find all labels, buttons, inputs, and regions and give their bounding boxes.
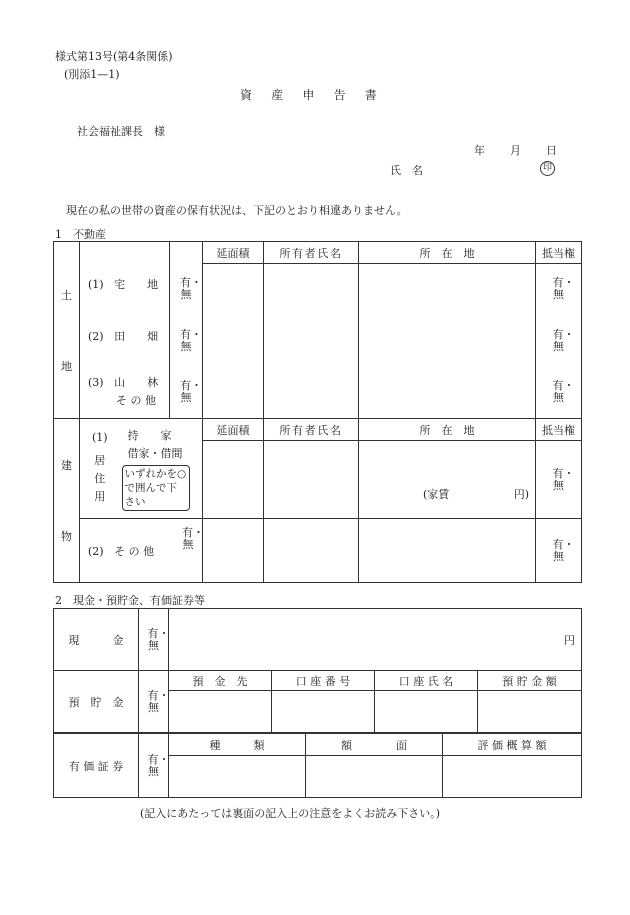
land-label-top: 土 [61, 288, 72, 302]
securities-ari[interactable] [139, 734, 169, 798]
savings-amount-input[interactable] [478, 691, 582, 733]
building-label-bottom: 物 [61, 530, 72, 543]
land-item-2-num: (2) [88, 330, 104, 343]
residence-type-cell [120, 419, 203, 519]
building-other-owner-input[interactable] [264, 519, 359, 583]
land-item-3-lien[interactable] [536, 367, 582, 419]
land-owner-input[interactable] [264, 264, 359, 419]
savings-header-bank: 預 金 先 [169, 671, 272, 691]
cash-ari-text: 有・無 [147, 626, 170, 652]
land-item-1-num: (1) [88, 278, 104, 291]
building-header-area: 延面積 [203, 419, 264, 441]
securities-ari-text: 有・無 [147, 752, 170, 778]
savings-bank-input[interactable] [169, 691, 272, 733]
form-number: 様式第13号(第4条関係) [55, 50, 173, 63]
residence-label: 居住用 [94, 454, 106, 503]
land-item-3-name: 山 林 [114, 376, 159, 389]
date-year: 年 [474, 144, 485, 157]
residence-num: (1) [91, 431, 108, 444]
land-item-2-lien[interactable] [536, 315, 582, 367]
securities-face-input[interactable] [306, 756, 443, 798]
securities-label: 有 価 証 券 [54, 734, 139, 798]
building-residence-owner-input[interactable] [264, 441, 359, 519]
building-other-location-input[interactable] [359, 519, 536, 583]
attachment-label: (別添1—1) [64, 68, 120, 81]
assets-table [53, 608, 582, 733]
land-item-3-lien-text: 有・無 [552, 379, 575, 405]
land-item-3-ari[interactable] [170, 367, 203, 419]
land-item-1-ari-text: 有・無 [180, 276, 202, 301]
land-item-1 [80, 276, 169, 292]
residence-type-rent[interactable]: 借家・借間 [127, 447, 183, 460]
rent-unit: 円) [513, 488, 529, 501]
footer-note: (記入にあたっては裏面の記入上の注意をよくお読み下さい。) [140, 807, 441, 820]
securities-table [53, 733, 582, 798]
building-other-cell [80, 519, 203, 583]
addressee: 社会福祉課長 様 [77, 125, 165, 138]
building-header-lien: 抵当権 [536, 419, 582, 441]
securities-type-input[interactable] [169, 756, 306, 798]
land-item-3-num: (3) [88, 376, 104, 389]
land-location-input[interactable] [359, 264, 536, 419]
securities-header-type: 種 類 [169, 734, 306, 756]
building-label-cell [54, 419, 80, 583]
savings-account-number-input[interactable] [272, 691, 375, 733]
land-label-cell [54, 242, 80, 419]
building-other-ari[interactable]: 有・無 [182, 525, 204, 551]
land-item-1-ari[interactable] [170, 264, 203, 315]
date-month: 月 [510, 144, 521, 157]
savings-label: 預 貯 金 [54, 671, 139, 733]
residence-type-own[interactable]: 持 家 [127, 429, 172, 442]
statement-text: 現在の私の世帯の資産の保有状況は、下記のとおり相違ありません。 [66, 204, 408, 217]
land-item-2-name: 田 畑 [114, 330, 159, 343]
securities-value-input[interactable] [443, 756, 582, 798]
seal-icon: 印 [540, 161, 555, 176]
building-other-name: そ の 他 [114, 544, 155, 558]
residence-note: いずれかを○で囲んで下さい [122, 465, 190, 511]
land-item-2-lien-text: 有・無 [552, 327, 575, 353]
savings-ari[interactable] [139, 671, 169, 733]
savings-header-account-name: 口 座 氏 名 [375, 671, 478, 691]
building-label-top: 建 [61, 459, 72, 472]
savings-account-name-input[interactable] [375, 691, 478, 733]
savings-header-amount: 預 貯 金 額 [478, 671, 582, 691]
land-header-lien: 抵当権 [536, 242, 582, 264]
building-table [53, 418, 582, 583]
section1-title: 1 不動産 [55, 228, 106, 241]
land-item-1-lien-text: 有・無 [552, 276, 575, 302]
land-item-2-ari[interactable] [170, 315, 203, 367]
building-residence-location-input[interactable] [359, 441, 536, 519]
cash-amount-input[interactable] [169, 609, 582, 671]
residence-num-cell [80, 419, 120, 519]
building-residence-area-input[interactable] [203, 441, 264, 519]
securities-header-face: 額 面 [306, 734, 443, 756]
rent-label: (家賃 [423, 488, 450, 501]
section2-title: 2 現金・預貯金、有価証券等 [55, 594, 205, 607]
land-header-area: 延面積 [203, 242, 264, 264]
building-header-owner: 所有者氏名 [264, 419, 359, 441]
land-table [53, 241, 582, 419]
building-header-location: 所 在 地 [359, 419, 536, 441]
land-area-input[interactable] [203, 264, 264, 419]
building-other-num: (2) [88, 544, 104, 558]
name-label: 氏 名 [390, 164, 423, 177]
land-item-1-name: 宅 地 [114, 278, 159, 291]
cash-ari[interactable] [139, 609, 169, 671]
land-item-3-ari-text: 有・無 [180, 379, 202, 405]
cash-unit: 円 [564, 633, 575, 647]
land-item-2-ari-text: 有・無 [180, 327, 202, 353]
land-item-3 [80, 374, 169, 390]
land-header-owner: 所有者氏名 [264, 242, 359, 264]
cash-label: 現 金 [54, 609, 139, 671]
building-residence-lien-text: 有・無 [552, 466, 575, 492]
land-label-bottom: 地 [61, 359, 72, 373]
savings-header-account-number: 口 座 番 号 [272, 671, 375, 691]
building-other-area-input[interactable] [203, 519, 264, 583]
savings-ari-text: 有・無 [147, 688, 170, 714]
building-residence-lien[interactable] [536, 441, 582, 519]
document-title: 資 産 申 告 書 [240, 88, 381, 102]
land-items-cell [80, 242, 170, 419]
land-item-2 [80, 328, 169, 344]
land-item-3-name2: そ の 他 [116, 394, 156, 407]
securities-header-value: 評 価 概 算 額 [443, 734, 582, 756]
date-day: 日 [546, 144, 557, 157]
land-header-location: 所 在 地 [359, 242, 536, 264]
land-item-1-lien[interactable] [536, 264, 582, 315]
building-other-lien-text: 有・無 [552, 537, 575, 563]
seal-mark [540, 160, 555, 176]
building-other-lien[interactable] [536, 519, 582, 583]
